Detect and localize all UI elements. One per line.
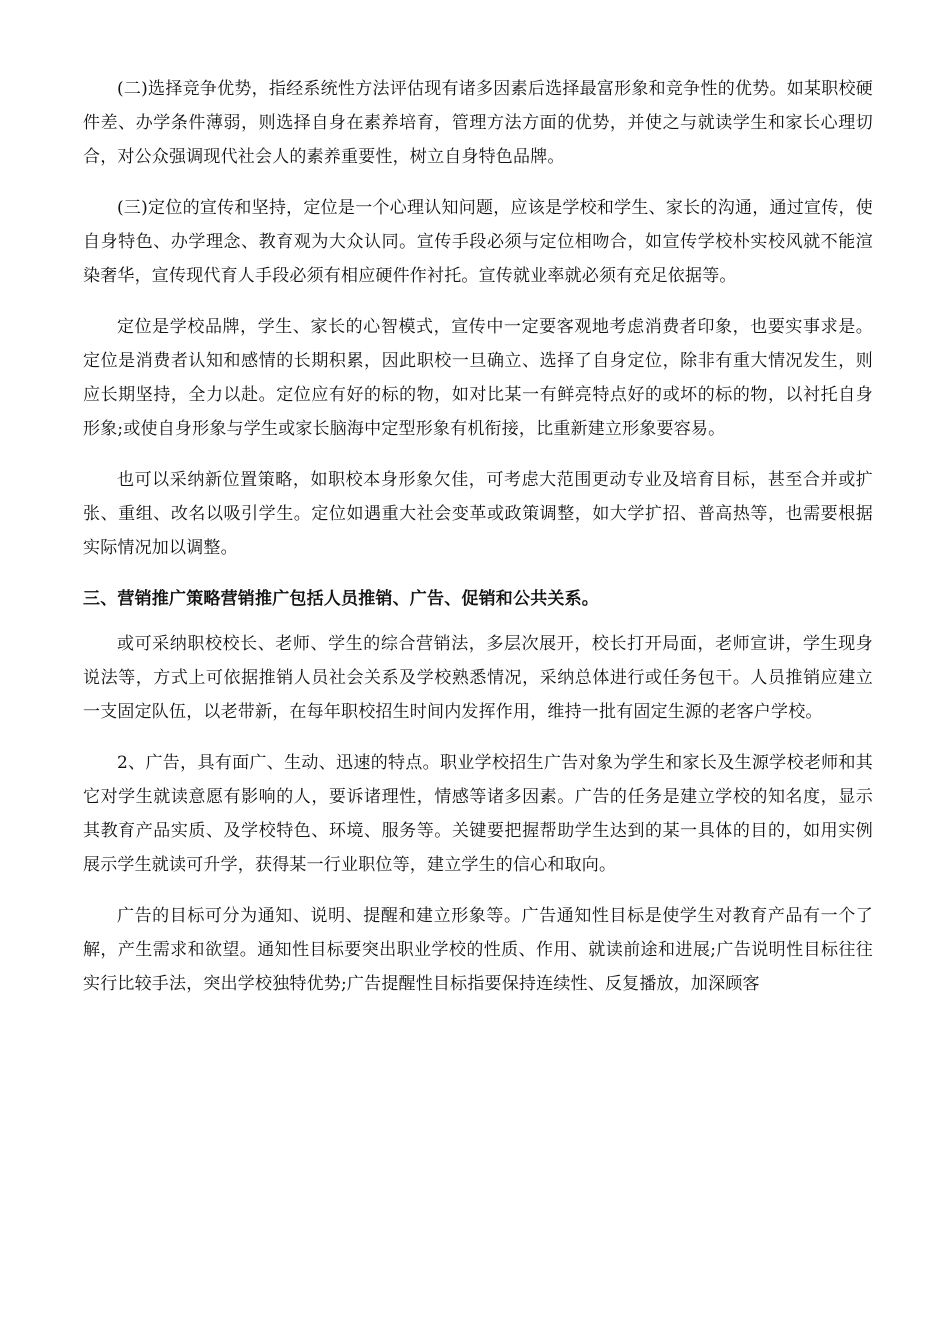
paragraph-positioning-brand: 定位是学校品牌，学生、家长的心智模式，宣传中一定要客观地考虑消费者印象，也要实事求是。定位是消费者认知和感情的长期积累，因此职校一旦确立、选择了自身定位，除非有重大情况发生，则应长期坚持，全力以赴。定位应有好的标的物，如对比某一有鲜亮特点好的或坏的标的物，以衬托自身形象;或使自身形象与学生或家长脑海中定型形象有机衔接，比重新建立形象要容易。 <box>83 317 873 439</box>
paragraph-new-position-strategy: 也可以采纳新位置策略，如职校本身形象欠佳，可考虑大范围更动专业及培育目标，甚至合并或扩张、重组、改名以吸引学生。定位如遇重大社会变革或政策调整，如大学扩招、普高热等，也需要根据实际情况加以调整。 <box>83 470 873 558</box>
paragraph-competitive-advantage: (二)选择竞争优势，指经系统性方法评估现有诸多因素后选择最富形象和竞争性的优势。如某职校硬件差、办学条件薄弱，则选择自身在素养培育，管理方法方面的优势，并使之与就读学生和家长心理切合，对公众强调现代社会人的素养重要性，树立自身特色品牌。 <box>83 79 873 167</box>
document-page <box>83 72 873 1018</box>
paragraph-positioning-promotion: (三)定位的宣传和坚持，定位是一个心理认知问题，应该是学校和学生、家长的沟通，通过宣传，使自身特色、办学理念、教育观为大众认同。宣传手段必须与定位相吻合，如宣传学校朴实校风就不能渲染奢华，宣传现代育人手段必须有相应硬件作衬托。宣传就业率就必须有充足依据等。 <box>83 198 873 286</box>
paragraph-advertising: 2、广告，具有面广、生动、迅速的特点。职业学校招生广告对象为学生和家长及生源学校老师和其它对学生就读意愿有影响的人，要诉诸理性，情感等诸多因素。广告的任务是建立学校的知名度，显示其教育产品实质、及学校特色、环境、服务等。关键要把握帮助学生达到的某一具体的目的，如用实例展示学生就读可升学，获得某一行业职位等，建立学生的信心和取向。 <box>83 753 873 875</box>
paragraph-advertising-goals: 广告的目标可分为通知、说明、提醒和建立形象等。广告通知性目标是使学生对教育产品有一个了解，产生需求和欲望。通知性目标要突出职业学校的性质、作用、就读前途和进展;广告说明性目标往往实行比较手法，突出学校独特优势;广告提醒性目标指要保持连续性、反复播放，加深顾客 <box>83 906 873 994</box>
section-heading-marketing-promotion: 三、营销推广策略营销推广包括人员推销、广告、促销和公共关系。 <box>83 589 599 609</box>
paragraph-personal-selling: 或可采纳职校校长、老师、学生的综合营销法，多层次展开，校长打开局面，老师宣讲，学生现身说法等，方式上可依据推销人员社会关系及学校熟悉情况，采纳总体进行或任务包干。人员推销应建立一支固定队伍，以老带新，在每年职校招生时间内发挥作用，维持一批有固定生源的老客户学校。 <box>83 634 873 722</box>
